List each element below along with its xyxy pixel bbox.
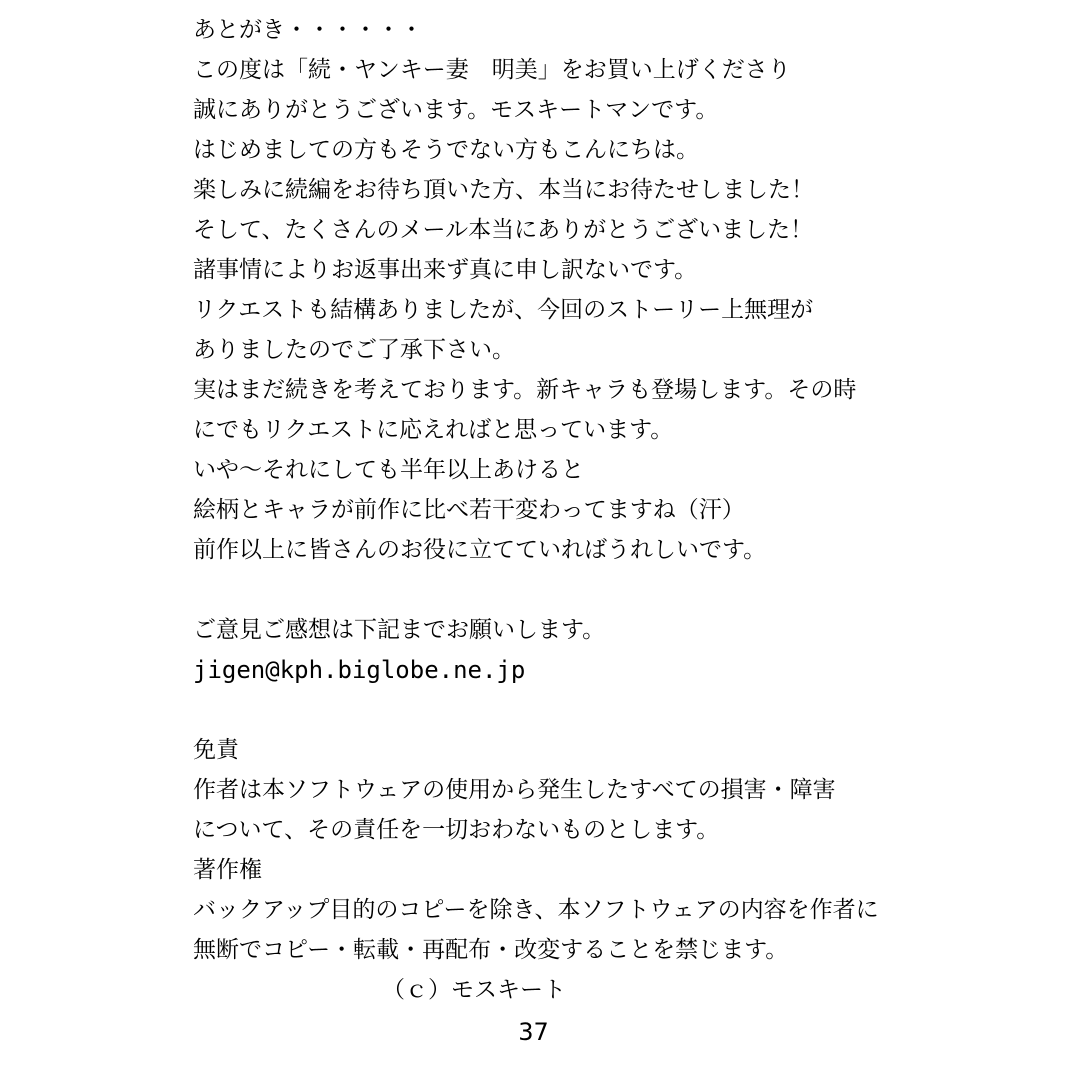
copyright-notice: （ｃ）モスキート [382, 977, 566, 1003]
disclaimer-heading: 免責 [193, 737, 239, 763]
text-line: 前作以上に皆さんのお役に立てていればうれしいです。 [193, 537, 767, 563]
text-line: リクエストも結構ありましたが、今回のストーリー上無理が [193, 297, 814, 323]
text-line: 楽しみに続編をお待ち頂いた方、本当にお待たせしました！ [193, 177, 814, 203]
text-line: 誠にありがとうございます。モスキートマンです。 [193, 97, 719, 123]
afterword-heading: あとがき・・・・・・ [193, 17, 423, 43]
text-line: 諸事情によりお返事出来ず真に申し訳ないです。 [193, 257, 698, 283]
page-number: 37 [518, 1018, 549, 1046]
text-line: はじめましての方もそうでない方もこんにちは。 [193, 137, 699, 163]
copyright-heading: 著作権 [193, 857, 262, 883]
text-line: 絵柄とキャラが前作に比べ若干変わってますね（汗） [193, 497, 745, 523]
text-line: 実はまだ続きを考えております。新キャラも登場します。その時 [193, 377, 857, 403]
disclaimer-text-line: について、その責任を一切おわないものとします。 [193, 817, 720, 843]
blank-line [193, 690, 923, 730]
text-line: そして、たくさんのメール本当にありがとうございました！ [193, 217, 814, 243]
copyright-text-line: 無断でコピー・転載・再配布・改変することを禁じます。 [193, 937, 789, 963]
text-line: いや～それにしても半年以上あけると [193, 457, 584, 483]
afterword-page [193, 10, 923, 1010]
blank-line [193, 570, 923, 610]
copyright-text-line: バックアップ目的のコピーを除き、本ソフトウェアの内容を作者に [193, 897, 879, 923]
text-line: この度は「続・ヤンキー妻 明美」をお買い上げくださり [193, 57, 791, 83]
email-address: jigen@kph.biglobe.ne.jp [193, 656, 526, 684]
text-line: にでもリクエストに応えればと思っています。 [193, 417, 674, 443]
text-line: ありましたのでご了承下さい。 [193, 337, 515, 363]
feedback-request-line: ご意見ご感想は下記までお願いします。 [193, 617, 606, 643]
disclaimer-text-line: 作者は本ソフトウェアの使用から発生したすべての損害・障害 [193, 777, 836, 803]
